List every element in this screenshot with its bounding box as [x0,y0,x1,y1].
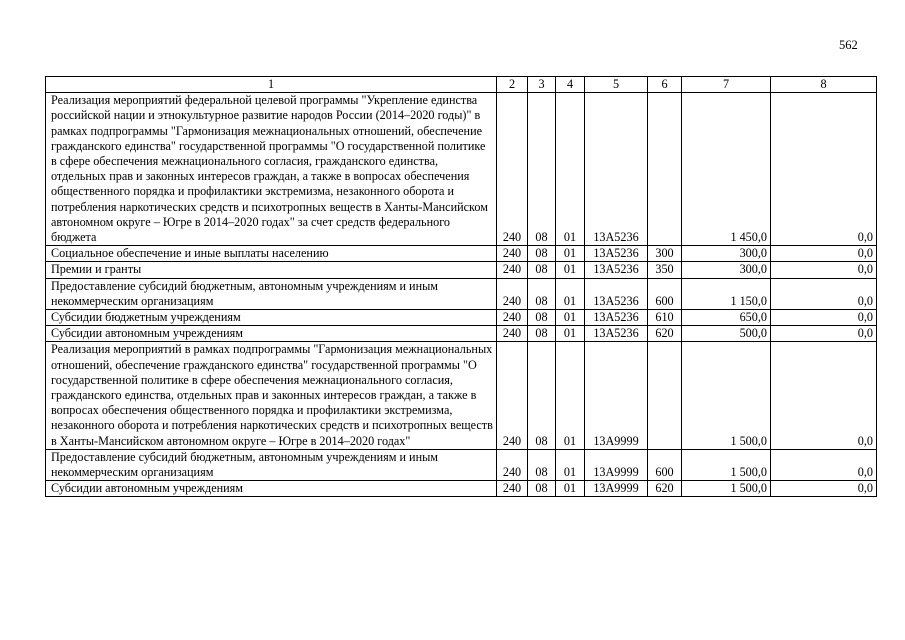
cell-section: 08 [528,93,556,246]
row-name: Предоставление субсидий бюджетным, автономным учреждениям и иным некоммерческим организациям [46,449,497,480]
cell-amount: 500,0 [682,326,771,342]
table-row [46,278,877,309]
cell-subsection: 01 [556,278,585,309]
cell-expense-type: 300 [648,246,682,262]
cell-amount: 1 450,0 [682,93,771,246]
cell-amount: 1 500,0 [682,449,771,480]
row-name: Реализация мероприятий федеральной целевой программы "Укрепление единства российской нации и этнокультурное развитие народов России (2014–2020 годы)" в рамках подпрограммы "Гармонизация межнациональных отношений, обеспечение гражданского единства" государственной программы "О государственной политике в сфере обеспечения межнационального согласия, гражданского единства, отдельных прав и законных интересов граждан, а также в вопросах обеспечения общественного порядка и профилактики экстремизма, незаконного оборота и потребления наркотических средств и психотропных веществ в Ханты-Мансийском автономном округе – Югре в 2014–2020 годах" за счет средств федерального бюджета [46,93,497,246]
cell-section: 08 [528,278,556,309]
cell-section: 08 [528,342,556,449]
cell-expense-type: 620 [648,481,682,497]
cell-amount: 300,0 [682,262,771,278]
table-row [46,326,877,342]
cell-admin-code: 240 [497,449,528,480]
cell-target-article: 13А5236 [585,246,648,262]
cell-amount-2: 0,0 [771,326,877,342]
cell-amount: 650,0 [682,310,771,326]
cell-amount-2: 0,0 [771,449,877,480]
cell-subsection: 01 [556,262,585,278]
cell-section: 08 [528,262,556,278]
cell-admin-code: 240 [497,310,528,326]
cell-target-article: 13А5236 [585,278,648,309]
cell-expense-type: 610 [648,310,682,326]
cell-amount-2: 0,0 [771,310,877,326]
cell-subsection: 01 [556,342,585,449]
page-number: 562 [839,38,858,52]
cell-amount: 1 500,0 [682,481,771,497]
column-header: 1 [46,77,497,93]
row-name: Субсидии автономным учреждениям [46,481,497,497]
cell-admin-code: 240 [497,93,528,246]
cell-expense-type: 600 [648,449,682,480]
row-name: Предоставление субсидий бюджетным, автономным учреждениям и иным некоммерческим организациям [46,278,497,309]
cell-expense-type [648,93,682,246]
row-name: Премии и гранты [46,262,497,278]
cell-admin-code: 240 [497,262,528,278]
cell-subsection: 01 [556,246,585,262]
cell-amount-2: 0,0 [771,93,877,246]
column-header: 8 [771,77,877,93]
cell-subsection: 01 [556,326,585,342]
cell-target-article: 13А5236 [585,326,648,342]
column-header: 2 [497,77,528,93]
cell-admin-code: 240 [497,326,528,342]
cell-admin-code: 240 [497,246,528,262]
cell-target-article: 13А9999 [585,342,648,449]
cell-subsection: 01 [556,310,585,326]
cell-amount-2: 0,0 [771,481,877,497]
cell-section: 08 [528,310,556,326]
cell-section: 08 [528,326,556,342]
table-header-row [46,77,877,93]
cell-amount-2: 0,0 [771,246,877,262]
row-name: Субсидии бюджетным учреждениям [46,310,497,326]
cell-expense-type: 620 [648,326,682,342]
table-row [46,93,877,246]
cell-target-article: 13А5236 [585,262,648,278]
cell-admin-code: 240 [497,278,528,309]
cell-amount: 1 150,0 [682,278,771,309]
cell-amount-2: 0,0 [771,262,877,278]
table-row [46,262,877,278]
cell-expense-type: 350 [648,262,682,278]
row-name: Реализация мероприятий в рамках подпрограммы "Гармонизация межнациональных отношений, обеспечение гражданского единства" государственной программы "О государственной политике в сфере обеспечения межнационального согласия, гражданского единства, отдельных прав и законных интересов граждан, а также в вопросах обеспечения общественного порядка и профилактики экстремизма, незаконного оборота и потребления наркотических средств и психотропных веществ в Ханты-Мансийском автономном округе – Югре в 2014–2020 годах" [46,342,497,449]
cell-expense-type: 600 [648,278,682,309]
cell-section: 08 [528,246,556,262]
cell-admin-code: 240 [497,481,528,497]
column-header: 6 [648,77,682,93]
cell-amount-2: 0,0 [771,278,877,309]
cell-target-article: 13А9999 [585,449,648,480]
cell-amount-2: 0,0 [771,342,877,449]
table-row [46,449,877,480]
table-row [46,342,877,449]
cell-subsection: 01 [556,93,585,246]
cell-target-article: 13А9999 [585,481,648,497]
table-row [46,310,877,326]
cell-section: 08 [528,449,556,480]
column-header: 5 [585,77,648,93]
cell-section: 08 [528,481,556,497]
column-header: 7 [682,77,771,93]
cell-amount: 300,0 [682,246,771,262]
row-name: Субсидии автономным учреждениям [46,326,497,342]
column-header: 3 [528,77,556,93]
cell-target-article: 13А5236 [585,310,648,326]
cell-target-article: 13А5236 [585,93,648,246]
table-row [46,481,877,497]
cell-admin-code: 240 [497,342,528,449]
table-row [46,246,877,262]
cell-subsection: 01 [556,449,585,480]
cell-expense-type [648,342,682,449]
column-header: 4 [556,77,585,93]
row-name: Социальное обеспечение и иные выплаты населению [46,246,497,262]
cell-subsection: 01 [556,481,585,497]
cell-amount: 1 500,0 [682,342,771,449]
budget-table [45,76,877,497]
